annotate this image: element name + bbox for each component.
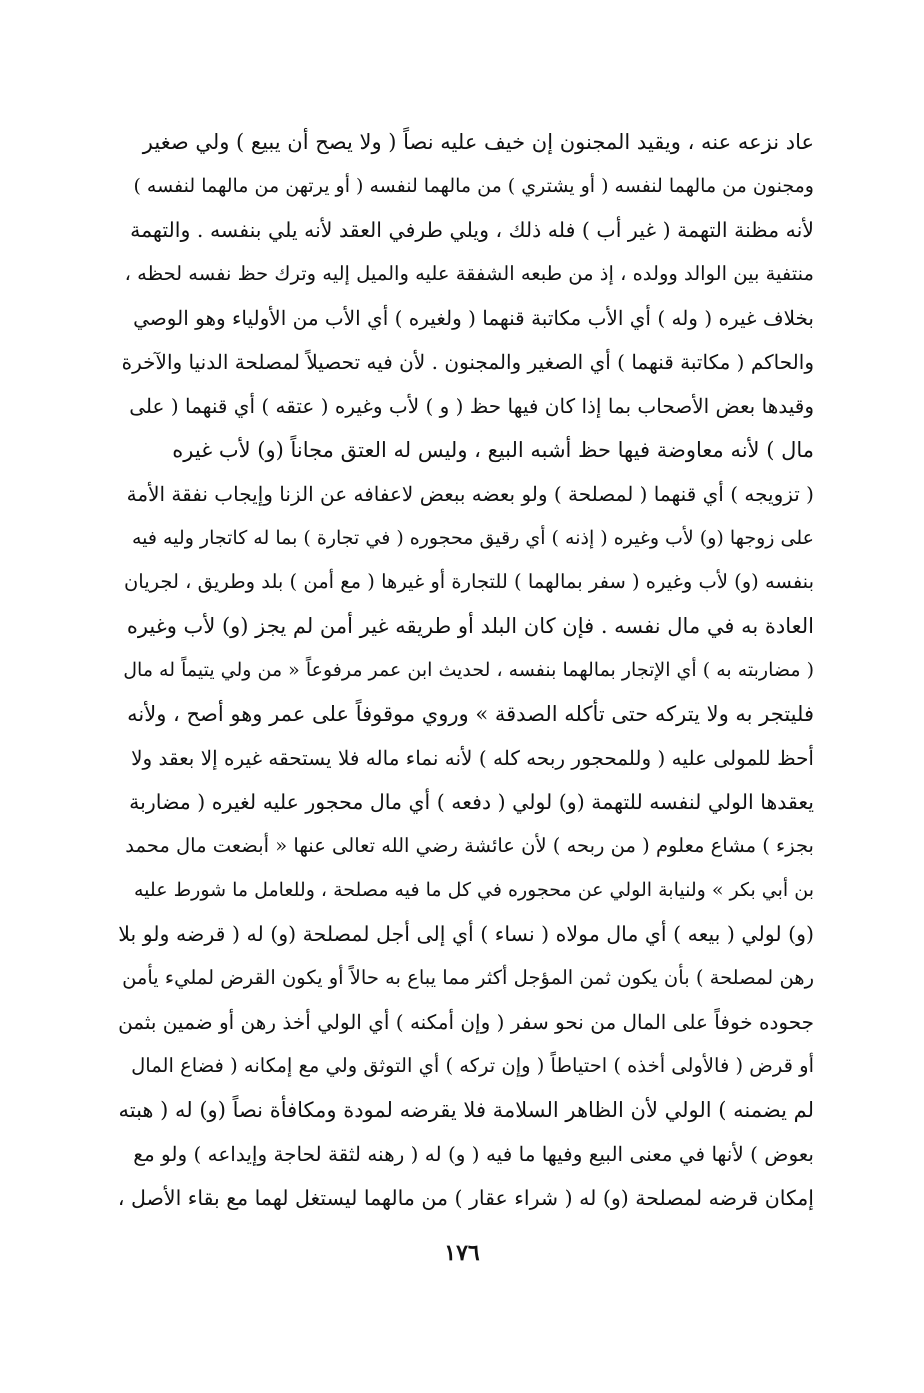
text-line: ومجنون من مالهما لنفسه ( أو يشتري ) من مالهما لنفسه ( أو يرتهن من مالهما لنفسه )	[133, 175, 814, 197]
page-number: ١٧٦	[444, 1240, 480, 1266]
text-line: (و) لولي ( بيعه ) أي مال مولاه ( نساء ) أي إلى أجل لمصلحة (و) له ( قرضه ولو بلا	[118, 922, 814, 946]
text-line: ( مضاربته به ) أي الإتجار بمالهما بنفسه ، لحديث ابن عمر مرفوعاً « من ولي يتيماً له مال	[123, 659, 814, 681]
body-text	[118, 120, 814, 1220]
text-line: بعوض ) لأنها في معنى البيع وفيها ما فيه ( و) له ( رهنه لثقة لحاجة وإيداعه ) ولو مع	[133, 1142, 814, 1166]
text-line: مال ) لأنه معاوضة فيها حظ أشبه البيع ، وليس له العتق مجاناً (و) لأب غيره	[172, 438, 814, 462]
text-line: عاد نزعه عنه ، ويقيد المجنون إن خيف عليه نصاً ( ولا يصح أن يبيع ) ولي صغير	[142, 130, 814, 154]
text-line: لم يضمنه ) الولي لأن الظاهر السلامة فلا يقرضه لمودة ومكافأة نصاً (و) له ( هبته	[118, 1098, 814, 1122]
text-line: ( تزويجه ) أي قنهما ( لمصلحة ) ولو بعضه ببعض لاعفافه عن الزنا وإيجاب نفقة الأمة	[126, 482, 814, 506]
text-line: فليتجر به ولا يتركه حتى تأكله الصدقة » وروي موقوفاً على عمر وهو أصح ، ولأنه	[127, 702, 814, 726]
text-line: جحوده خوفاً على المال من نحو سفر ( وإن أمكنه ) أي الولي أخذ رهن أو ضمين بثمن	[118, 1010, 814, 1034]
text-line: العادة به في مال نفسه . فإن كان البلد أو طريقه غير أمن لم يجز (و) لأب وغيره	[126, 614, 814, 638]
text-line: لأنه مظنة التهمة ( غير أب ) فله ذلك ، ويلي طرفي العقد لأنه يلي بنفسه . والتهمة	[130, 218, 814, 242]
text-line: رهن لمصلحة ) بأن يكون ثمن المؤجل أكثر مما يباع به حالاً أو يكون القرض لمليء يأمن	[122, 966, 814, 989]
text-line: بخلاف غيره ( وله ) أي الأب مكاتبة قنهما ( ولغيره ) أي الأب من الأولياء وهو الوصي	[133, 306, 814, 330]
text-line: بجزء ) مشاع معلوم ( من ربحه ) لأن عائشة رضي الله تعالى عنها « أبضعت مال محمد	[125, 834, 814, 857]
text-line: بن أبي بكر » ولنيابة الولي عن محجوره في كل ما فيه مصلحة ، وللعامل ما شورط عليه	[134, 879, 814, 901]
text-line: أحظ للمولى عليه ( وللمحجور ربحه كله ) لأنه نماء ماله فلا يستحقه غيره إلا بعقد ولا	[131, 746, 814, 770]
text-line: والحاكم ( مكاتبة قنهما ) أي الصغير والمجنون . لأن فيه تحصيلاً لمصلحة الدنيا والآخرة	[121, 350, 814, 374]
text-line: أو قرض ( فالأولى أخذه ) احتياطاً ( وإن تركه ) أي التوثق ولي مع إمكانه ( فضاع المال	[131, 1054, 814, 1077]
text-line: منتفية بين الوالد وولده ، إذ من طبعه الشفقة عليه والميل إليه وترك حظ نفسه لحظه ،	[124, 262, 814, 285]
text-line: يعقدها الولي لنفسه للتهمة (و) لولي ( دفعه ) أي مال محجور عليه لغيره ( مضاربة	[129, 790, 814, 814]
text-line: إمكان قرضه لمصلحة (و) له ( شراء عقار ) من مالهما ليستغل لهما مع بقاء الأصل ،	[118, 1186, 814, 1210]
text-line: على زوجها (و) لأب وغيره ( إذنه ) أي رقيق محجوره ( في تجارة ) بما له كاتجار وليه فيه	[131, 527, 814, 549]
text-line: بنفسه (و) لأب وغيره ( سفر بمالهما ) للتجارة أو غيرها ( مع أمن ) بلد وطريق ، لجريان	[123, 570, 814, 593]
text-line: وقيدها بعض الأصحاب بما إذا كان فيها حظ ( و ) لأب وغيره ( عتقه ) أي قنهما ( على	[129, 394, 814, 418]
